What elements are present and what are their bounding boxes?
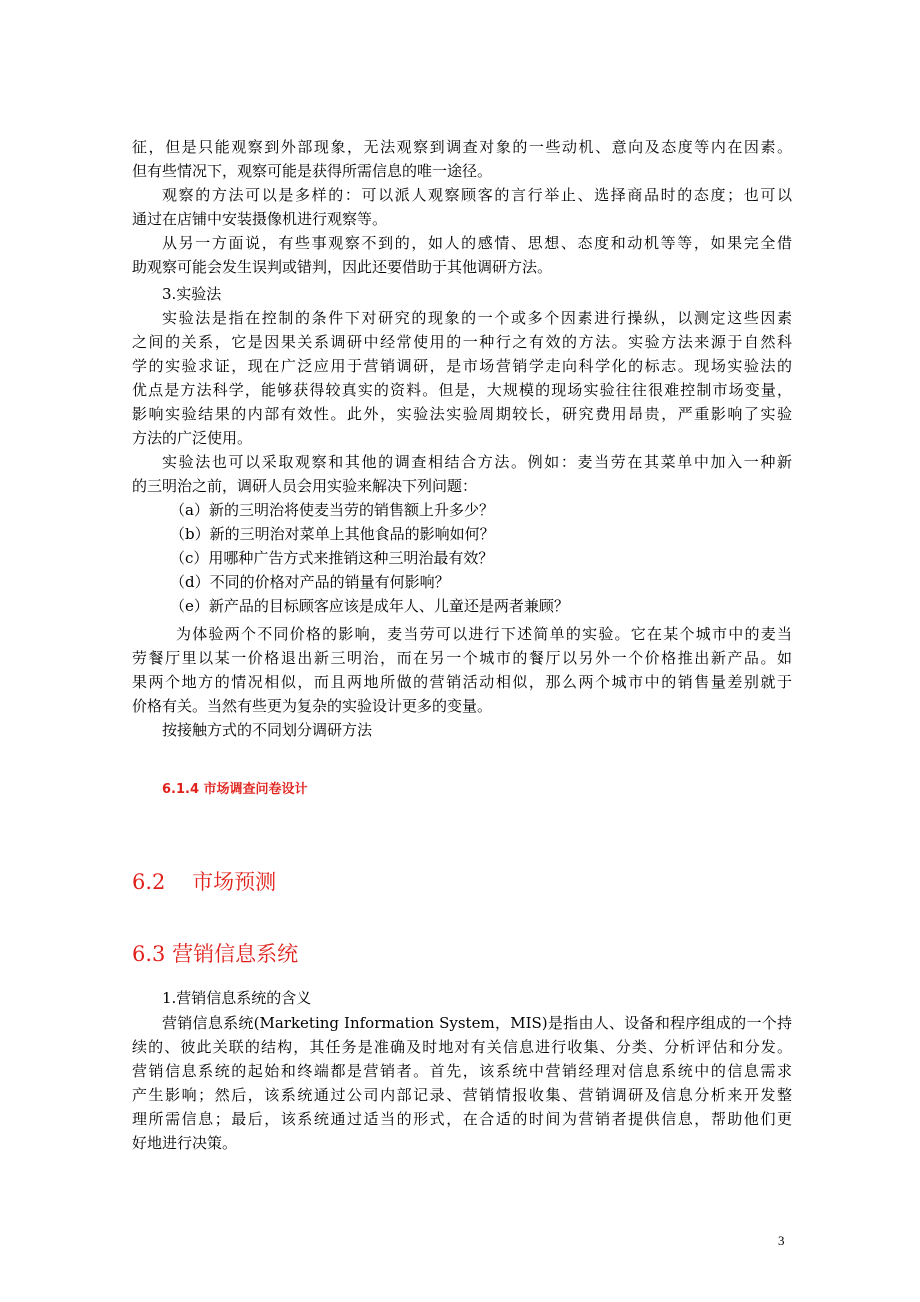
question-item: （b）新的三明治对菜单上其他食品的影响如何？ <box>170 525 495 543</box>
paragraph-line: 劳餐厅里以某一价格退出新三明治，而在另一个城市的餐厅以另外一个价格推出新产品。如 <box>132 649 792 667</box>
question-item: （d）不同的价格对产品的销量有何影响？ <box>170 573 450 591</box>
paragraph-line: 好地进行决策。 <box>132 1134 238 1152</box>
paragraph-line: 按接触方式的不同划分调研方法 <box>162 721 373 739</box>
paragraph-line: 观察的方法可以是多样的：可以派人观察顾客的言行举止、选择商品时的态度；也可以 <box>162 186 792 204</box>
paragraph-line: 实验法是指在控制的条件下对研究的现象的一个或多个因素进行操纵，以测定这些因素 <box>162 309 792 327</box>
paragraph-line: 为体验两个不同价格的影响，麦当劳可以进行下述简单的实验。它在某个城市中的麦当 <box>176 625 792 643</box>
paragraph-line: 通过在店铺中安装摄像机进行观察等。 <box>132 210 388 228</box>
question-item: （e）新产品的目标顾客应该是成年人、儿童还是两者兼顾？ <box>170 597 569 615</box>
paragraph-line: 理所需信息；最后，该系统通过适当的形式，在合适的时间为营销者提供信息，帮助他们更 <box>132 1110 792 1128</box>
paragraph-line: 征，但是只能观察到外部现象，无法观察到调查对象的一些动机、意向及态度等内在因素。 <box>132 138 792 156</box>
paragraph-line: 学的实验求证，现在广泛应用于营销调研，是市场营销学走向科学化的标志。现场实验法的 <box>132 357 792 375</box>
paragraph-line: 之间的关系，它是因果关系调研中经常使用的一种行之有效的方法。实验方法来源于自然科 <box>132 333 792 351</box>
paragraph-line: 方法的广泛使用。 <box>132 429 253 447</box>
paragraph-line: 续的、彼此关联的结构，其任务是准确及时地对有关信息进行收集、分类、分析评估和分发。 <box>132 1038 792 1056</box>
section-heading-6-2: 6.2 市场预测 <box>132 870 277 894</box>
paragraph-line: 价格有关。当然有些更为复杂的实验设计更多的变量。 <box>132 697 493 715</box>
paragraph-line: 产生影响；然后，该系统通过公司内部记录、营销情报收集、营销调研及信息分析来开发整 <box>132 1086 792 1104</box>
paragraph-line: 果两个地方的情况相似，而且两地所做的营销活动相似，那么两个城市中的销售量差别就于 <box>132 673 792 691</box>
paragraph-line: 影响实验结果的内部有效性。此外，实验法实验周期较长，研究费用昂贵，严重影响了实验 <box>132 405 792 423</box>
paragraph-line: 营销信息系统(Marketing Information System，MIS)是指由人、设备和程序组成的一个持 <box>162 1014 792 1032</box>
question-item: （c）用哪种广告方式来推销这种三明治最有效？ <box>170 549 494 567</box>
paragraph-line: 的三明治之前，调研人员会用实验来解决下列问题： <box>132 477 478 495</box>
paragraph-line: 助观察可能会发生误判或错判，因此还要借助于其他调研方法。 <box>132 258 553 276</box>
paragraph-line: 但有些情况下，观察可能是获得所需信息的唯一途径。 <box>132 162 493 180</box>
paragraph-line: 从另一方面说，有些事观察不到的，如人的感情、思想、态度和动机等等，如果完全借 <box>162 234 792 252</box>
paragraph-line: 实验法也可以采取观察和其他的调查相结合方法。例如：麦当劳在其菜单中加入一种新 <box>162 453 792 471</box>
paragraph-line: 营销信息系统的起始和终端都是营销者。首先，该系统中营销经理对信息系统中的信息需求 <box>132 1062 792 1080</box>
subsection-heading-6-1-4: 6.1.4 市场调查问卷设计 <box>162 782 308 797</box>
section-heading-experiment: 3.实验法 <box>162 285 222 303</box>
question-item: （a）新的三明治将使麦当劳的销售额上升多少？ <box>170 501 494 519</box>
page-number: 3 <box>778 1233 785 1248</box>
paragraph-line: 优点是方法科学，能够获得较真实的资料。但是，大规模的现场实验往往很难控制市场变量， <box>132 381 792 399</box>
section-heading-6-3: 6.3 营销信息系统 <box>132 942 299 966</box>
subsection-heading-mis: 1.营销信息系统的含义 <box>162 989 312 1007</box>
